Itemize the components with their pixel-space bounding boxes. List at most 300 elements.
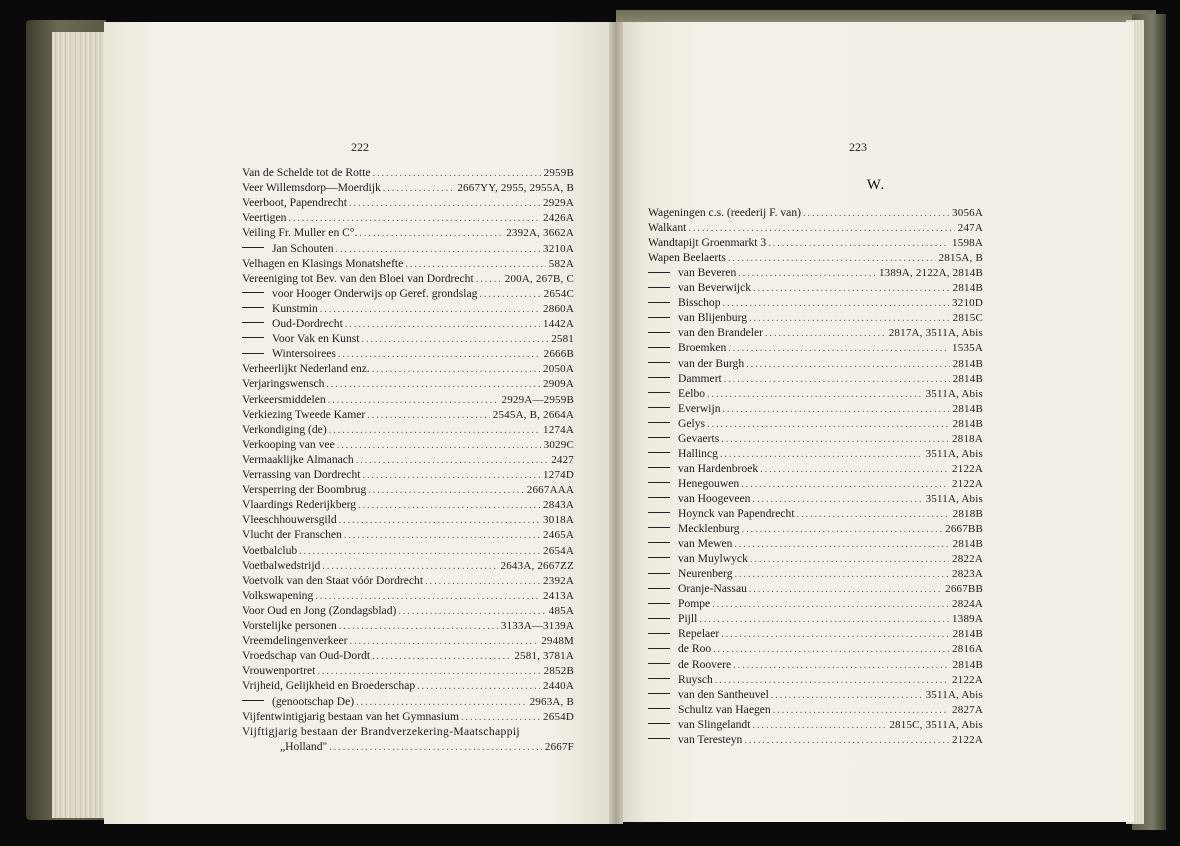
index-entry: [242, 210, 574, 225]
entry-label: [648, 416, 707, 431]
ditto-dash: [648, 678, 670, 679]
index-entry: [242, 678, 574, 693]
ditto-dash: [242, 247, 264, 248]
ditto-dash: [648, 317, 670, 318]
entry-text: Verkeersmiddelen: [242, 392, 326, 406]
entry-text: van Slingelandt: [678, 717, 751, 731]
entry-label: [648, 476, 741, 491]
entry-reference: 2814B: [952, 402, 983, 415]
entry-reference: 2814B: [952, 538, 983, 551]
leader-dots: [288, 211, 540, 226]
entry-text: Vermaaklijke Almanach: [242, 452, 354, 466]
page-number-left: 222: [351, 140, 369, 154]
leader-dots: [735, 567, 950, 582]
entry-label: [648, 551, 750, 566]
entry-label: [648, 356, 746, 371]
leader-dots: [707, 387, 923, 402]
entry-text: van Blijenburg: [678, 311, 748, 325]
left-page-edges: [52, 32, 110, 818]
entry-label: [242, 286, 479, 301]
index-entry: [648, 401, 983, 416]
leader-dots: [742, 522, 943, 537]
entry-label: [648, 386, 707, 401]
leader-dots: [315, 589, 540, 604]
leader-dots: [721, 627, 949, 642]
entry-reference: 2824A: [952, 598, 983, 611]
entry-reference: 2426A: [543, 212, 574, 225]
entry-text: Voetbalclub: [242, 543, 298, 557]
leader-dots: [797, 507, 950, 522]
ditto-dash: [648, 467, 670, 468]
entry-text: Dammert: [678, 371, 722, 385]
entry-label: [648, 672, 715, 687]
ditto-dash: [648, 437, 670, 438]
leader-dots: [741, 477, 949, 492]
leader-dots: [723, 402, 950, 417]
entry-reference: 2667BB: [945, 583, 983, 596]
entry-text: Vleeschhouwersgild: [242, 513, 337, 527]
entry-text: Veiling Fr. Muller en C°.: [242, 226, 358, 240]
index-entry: [648, 717, 983, 732]
index-entry: [242, 452, 574, 467]
index-entry: [242, 512, 574, 527]
entry-label: [242, 558, 322, 573]
entry-text: (genootschap De): [272, 694, 355, 708]
entry-text: Vijftigjarig bestaan der Brandverzekering-Maatschappij: [242, 724, 520, 738]
entry-text: Vlaardings Rederijkberg: [242, 498, 357, 512]
entry-label: [648, 205, 803, 220]
entry-reference: 1598A: [952, 237, 983, 250]
leader-dots: [479, 287, 540, 302]
leader-dots: [336, 242, 541, 257]
entry-label: [242, 724, 522, 739]
index-entry: [648, 310, 983, 325]
index-entry: [648, 250, 983, 265]
ditto-dash: [648, 377, 670, 378]
entry-label: [648, 310, 749, 325]
ditto-dash: [648, 738, 670, 739]
leader-dots: [425, 574, 540, 589]
leader-dots: [752, 718, 886, 733]
index-entry: [648, 265, 983, 280]
entry-reference: 2814B: [952, 417, 983, 430]
index-entry: [648, 431, 983, 446]
entry-reference: 2827A: [952, 703, 983, 716]
entry-label: [648, 250, 728, 265]
entry-reference: 2122A: [952, 477, 983, 490]
entry-reference: 2963A, B: [529, 695, 574, 708]
entry-label: [242, 331, 362, 346]
ditto-dash: [648, 302, 670, 303]
index-entry: [242, 482, 574, 497]
entry-reference: 3029C: [543, 438, 574, 451]
ditto-dash: [648, 347, 670, 348]
leader-dots: [405, 257, 545, 272]
leader-dots: [760, 462, 949, 477]
leader-dots: [349, 196, 540, 211]
entry-text: van Mewen: [678, 537, 733, 551]
entry-label: [242, 241, 336, 256]
entry-label: [242, 648, 372, 663]
entry-reference: 2818A: [952, 432, 983, 445]
entry-label: [242, 633, 350, 648]
entry-reference: 485A: [548, 604, 574, 617]
ditto-dash: [648, 618, 670, 619]
entry-text: Vereeniging tot Bev. van den Bloei van Dordrecht: [242, 271, 474, 285]
ditto-dash: [648, 512, 670, 513]
entry-reference: 2440A: [543, 680, 574, 693]
leader-dots: [326, 377, 540, 392]
leader-dots: [476, 272, 502, 287]
index-entry: [242, 301, 574, 316]
entry-reference: 2667BB: [945, 523, 983, 536]
entry-label: [648, 596, 712, 611]
index-entry: [242, 392, 574, 407]
entry-label: [648, 295, 723, 310]
ditto-dash: [648, 693, 670, 694]
entry-reference: 2050A: [543, 363, 574, 376]
leader-dots: [768, 236, 949, 251]
index-entry: [242, 225, 574, 240]
ditto-dash: [648, 362, 670, 363]
entry-text: Repelaer: [678, 627, 720, 641]
entry-text: Verkondiging (de): [242, 422, 327, 436]
left-page: [104, 22, 616, 824]
entry-reference: 2843A: [543, 499, 574, 512]
entry-text: Wapen Beelaerts: [648, 251, 726, 265]
entry-reference: 2667AAA: [526, 484, 574, 497]
entry-text: voor Hooger Onderwijs op Geref. grondslag: [272, 286, 478, 300]
entry-label: [242, 678, 417, 693]
leader-dots: [765, 326, 886, 341]
entry-label: [242, 165, 372, 180]
entry-text: Gevaerts: [678, 431, 720, 445]
index-entry: [648, 702, 983, 717]
index-entry: [242, 165, 574, 180]
index-entry: [242, 709, 574, 724]
entry-text: Vreemdelingenverkeer: [242, 634, 348, 648]
index-entry: [242, 497, 574, 512]
entry-label: [648, 566, 735, 581]
entry-label: [648, 461, 760, 476]
entry-reference: 2654C: [543, 287, 574, 300]
entry-text: Ruysch: [678, 672, 713, 686]
index-entry: [242, 195, 574, 210]
entry-label: [242, 482, 368, 497]
leader-dots: [715, 673, 949, 688]
ditto-dash: [648, 723, 670, 724]
entry-reference: 247A: [957, 222, 983, 235]
entry-label: [648, 431, 721, 446]
entry-text: Schultz van Haegen: [678, 702, 771, 716]
entry-label: [242, 543, 299, 558]
index-entry: [648, 295, 983, 310]
entry-label: [648, 446, 720, 461]
index-entry: [648, 657, 983, 672]
entry-text: Oranje-Nassau: [678, 582, 747, 596]
section-heading: W.: [866, 177, 886, 193]
entry-label: [648, 265, 738, 280]
entry-reference: 2814B: [952, 357, 983, 370]
index-entry: [242, 316, 574, 331]
entry-label: [648, 732, 744, 747]
entry-label: [648, 687, 771, 702]
open-book: [26, 10, 1166, 836]
entry-text: Vijfentwintigjarig bestaan van het Gymnasium: [242, 709, 459, 723]
index-entry: [648, 536, 983, 551]
index-entry: [648, 687, 983, 702]
entry-label: [242, 392, 328, 407]
entry-text: Van de Schelde tot de Rotte: [242, 166, 371, 179]
entry-label: [242, 210, 288, 225]
entry-text: Wandtapijt Groenmarkt 3: [648, 236, 767, 250]
index-entry: [242, 724, 574, 739]
index-entry: [648, 551, 983, 566]
book-gutter: [609, 22, 623, 824]
entry-label: [242, 663, 317, 678]
entry-reference: 582A: [548, 257, 574, 270]
entry-reference: 3210D: [952, 297, 983, 310]
index-entry: [242, 618, 574, 633]
entry-text: Gelys: [678, 416, 706, 430]
entry-reference: 1442A: [543, 318, 574, 330]
entry-reference: 2545A, B, 2664A: [492, 408, 574, 421]
entry-label: [648, 506, 797, 521]
ditto-dash: [648, 542, 670, 543]
index-entry: [242, 437, 574, 452]
entry-reference: 3056A: [952, 207, 983, 219]
index-entry: [648, 581, 983, 596]
leader-dots: [383, 181, 455, 196]
ditto-dash: [242, 292, 264, 293]
leader-dots: [372, 166, 540, 181]
entry-label: [242, 407, 367, 422]
entry-text: Wintersoirees: [272, 347, 336, 361]
leader-dots: [728, 251, 936, 266]
entry-label: [242, 422, 329, 437]
entry-reference: 200A, 267B, C: [504, 272, 574, 285]
index-entry: [648, 596, 983, 611]
entry-text: Eelbo: [678, 386, 706, 400]
index-entry: [280, 739, 574, 754]
entry-reference: 2654A: [543, 544, 574, 557]
entry-reference: 2667YY, 2955, 2955A, B: [457, 182, 574, 195]
entry-label: [242, 301, 320, 316]
entry-label: [242, 694, 356, 709]
entry-label: [648, 536, 734, 551]
leader-dots: [752, 492, 922, 507]
entry-reference: 3133A—3139A: [500, 620, 574, 632]
leader-dots: [753, 281, 950, 296]
entry-reference: 1274D: [543, 469, 574, 481]
index-entry: [648, 371, 983, 386]
entry-text: Verrassing van Dordrecht: [242, 468, 361, 481]
index-entry: [242, 271, 574, 286]
entry-text: Veertigen: [242, 211, 287, 225]
entry-text: Hoynck van Papendrecht: [678, 507, 795, 520]
entry-label: [648, 626, 721, 641]
page-number-right: 223: [849, 140, 867, 154]
entry-label: [648, 521, 742, 536]
entry-reference: 2815C, 3511A, Abis: [889, 718, 983, 731]
entry-reference: 2929A—2959B: [501, 393, 574, 406]
ditto-dash: [648, 573, 670, 574]
leader-dots: [320, 302, 540, 317]
entry-text: Veerboot, Papendrecht: [242, 196, 347, 210]
leader-dots: [367, 408, 490, 423]
entry-label: [648, 657, 733, 672]
entry-text: Neurenberg: [678, 567, 733, 581]
entry-text: Verheerlijkt Nederland enz.: [242, 362, 370, 376]
entry-reference: 2815A, B: [938, 252, 983, 265]
ditto-dash: [648, 603, 670, 604]
index-entry: [648, 461, 983, 476]
entry-reference: 2860A: [543, 302, 574, 315]
leader-dots: [337, 438, 541, 453]
entry-reference: 2814B: [952, 658, 983, 671]
ditto-dash: [648, 392, 670, 393]
index-entry: [648, 386, 983, 401]
index-entry: [242, 361, 574, 376]
entry-label: [242, 618, 339, 633]
entry-label: [242, 225, 359, 240]
entry-reference: 1535A: [952, 342, 983, 355]
entry-reference: 3511A, Abis: [925, 688, 983, 701]
leader-dots: [368, 483, 523, 498]
leader-dots: [723, 296, 950, 311]
entry-text: Vrouwenportret: [242, 664, 316, 678]
entry-text: Broemken: [678, 341, 727, 355]
index-entry: [242, 422, 574, 437]
leader-dots: [329, 740, 542, 755]
entry-reference: 1389A: [952, 613, 983, 626]
index-entry: [648, 732, 983, 747]
entry-reference: 2817A, 3511A, Abis: [888, 327, 983, 340]
entry-reference: 2909A: [543, 378, 574, 391]
entry-label: [242, 512, 339, 527]
leader-dots: [721, 432, 949, 447]
index-entry: [648, 340, 983, 355]
entry-text: Versperring der Boombrug: [242, 483, 367, 497]
entry-text: Veer Willemsdorp—Moerdijk: [242, 181, 381, 195]
entry-reference: 2581, 3781A: [514, 650, 574, 663]
index-entry: [648, 672, 983, 687]
leader-dots: [398, 604, 545, 619]
entry-label: [648, 641, 713, 656]
ditto-dash: [648, 708, 670, 709]
entry-label: [242, 467, 362, 482]
entry-text: Verjaringswensch: [242, 377, 325, 391]
entry-label: [648, 717, 752, 732]
entry-label: [648, 235, 768, 250]
leader-dots: [358, 498, 540, 513]
index-entry: [648, 220, 983, 235]
entry-text: de Roovere: [678, 657, 732, 671]
leader-dots: [771, 688, 923, 703]
entry-label: [648, 611, 699, 626]
entry-text: Pompe: [678, 597, 711, 611]
entry-label: [242, 361, 372, 376]
entry-reference: 2818B: [952, 508, 983, 520]
entry-label: [648, 220, 688, 235]
leader-dots: [338, 347, 541, 362]
entry-text: Vroedschap van Oud-Dordt: [242, 649, 371, 663]
leader-dots: [339, 619, 498, 634]
entry-reference: 2852B: [543, 665, 574, 678]
leader-dots: [322, 559, 497, 574]
entry-text: Jan Schouten: [272, 241, 334, 255]
entry-label: [648, 702, 773, 717]
ditto-dash: [242, 322, 264, 323]
ditto-dash: [648, 648, 670, 649]
entry-label: [648, 491, 752, 506]
leader-dots: [750, 552, 949, 567]
entry-label: [242, 256, 405, 271]
entry-text: van Hardenbroek: [678, 461, 759, 475]
entry-reference: 2822A: [952, 553, 983, 566]
ditto-dash: [648, 422, 670, 423]
index-entry: [242, 256, 574, 271]
entry-text: Walkant: [648, 221, 687, 235]
entry-text: Voetbalwedstrijd: [242, 558, 321, 572]
entry-text: van den Brandeler: [678, 326, 763, 340]
entry-reference: 2581: [551, 333, 574, 346]
entry-reference: 2122A: [952, 733, 983, 746]
index-entry: [242, 663, 574, 678]
entry-label: [242, 497, 358, 512]
entry-reference: 2814B: [952, 372, 983, 385]
leader-dots: [372, 362, 540, 377]
index-entry: [648, 626, 983, 641]
entry-text: Vrijheid, Gelijkheid en Broederschap: [242, 679, 416, 693]
ditto-dash: [242, 700, 264, 701]
leader-dots: [734, 537, 949, 552]
index-entry: [648, 521, 983, 536]
leader-dots: [356, 695, 527, 710]
entry-label: [648, 401, 723, 416]
index-entry: [242, 467, 574, 482]
index-entry: [242, 558, 574, 573]
entry-reference: 2959B: [543, 167, 574, 179]
entry-reference: 2948M: [541, 635, 574, 648]
entry-reference: 1274A: [543, 423, 574, 436]
leader-dots: [329, 423, 540, 438]
entry-label: [648, 325, 765, 340]
entry-reference: 2815C: [952, 312, 983, 325]
entry-text: Hallincg: [678, 446, 718, 460]
ditto-dash: [648, 497, 670, 498]
leader-dots: [773, 703, 949, 718]
index-entry: [242, 588, 574, 603]
leader-dots: [744, 733, 949, 748]
entry-label: [242, 437, 337, 452]
leader-dots: [345, 317, 540, 332]
entry-text: Verkiezing Tweede Kamer: [242, 407, 366, 421]
entry-text: van Muylwyck: [678, 552, 748, 566]
right-page: [618, 22, 1134, 822]
entry-text: Oud-Dordrecht: [272, 317, 343, 330]
leader-dots: [299, 544, 540, 559]
entry-reference: 2667F: [544, 740, 574, 753]
ditto-dash: [648, 633, 670, 634]
entry-reference: 2427: [551, 453, 574, 466]
leader-dots: [461, 710, 540, 725]
index-entry: [242, 241, 574, 256]
index-entry: [648, 325, 983, 340]
ditto-dash: [648, 272, 670, 273]
entry-label: [242, 603, 398, 618]
entry-label: [648, 371, 724, 386]
